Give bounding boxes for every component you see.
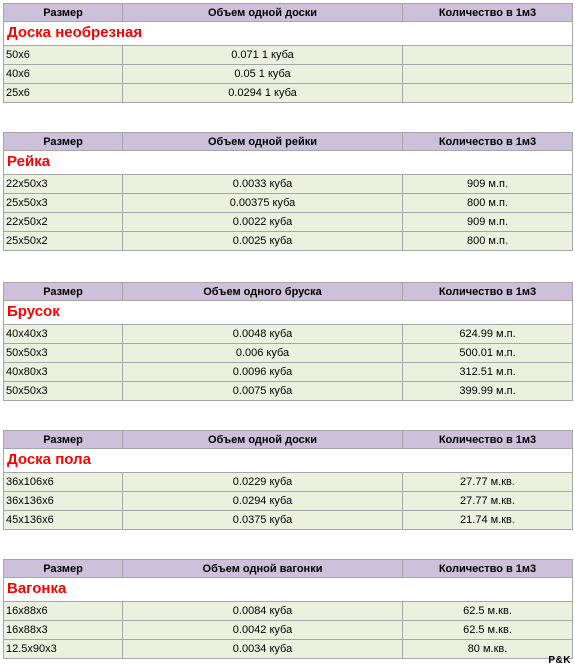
size-cell[interactable]: 50x50x3	[3, 344, 123, 363]
section-title[interactable]: Вагонка	[3, 578, 573, 602]
size-cell[interactable]: 25x50x3	[3, 194, 123, 213]
size-cell[interactable]: 25x50x2	[3, 232, 123, 251]
size-cell[interactable]: 16x88x6	[3, 602, 123, 621]
volume-cell[interactable]: 0.006 куба	[123, 344, 403, 363]
quantity-cell[interactable]	[403, 46, 573, 65]
header-volume[interactable]: Объем одной доски	[123, 430, 403, 449]
quantity-cell[interactable]: 27.77 м.кв.	[403, 492, 573, 511]
quantity-cell[interactable]: 800 м.п.	[403, 194, 573, 213]
table-row	[3, 363, 573, 382]
quantity-cell[interactable]: 909 м.п.	[403, 213, 573, 232]
volume-cell[interactable]: 0.0022 куба	[123, 213, 403, 232]
table-row	[3, 84, 573, 103]
volume-cell[interactable]: 0.0025 куба	[123, 232, 403, 251]
section-title[interactable]: Брусок	[3, 301, 573, 325]
header-volume[interactable]: Объем одной доски	[123, 3, 403, 22]
table-section	[3, 430, 573, 530]
table-row	[3, 213, 573, 232]
header-size[interactable]: Размер	[3, 282, 123, 301]
size-cell[interactable]: 50x50x3	[3, 382, 123, 401]
volume-cell[interactable]: 0.0084 куба	[123, 602, 403, 621]
volume-cell[interactable]: 0.071 1 куба	[123, 46, 403, 65]
volume-cell[interactable]: 0.0075 куба	[123, 382, 403, 401]
quantity-cell[interactable]: 80 м.кв.	[403, 640, 573, 659]
size-cell[interactable]: 40x40x3	[3, 325, 123, 344]
table-row	[3, 492, 573, 511]
section-title[interactable]: Доска необрезная	[3, 22, 573, 46]
quantity-cell[interactable]: 624.99 м.п.	[403, 325, 573, 344]
volume-cell[interactable]: 0.0033 куба	[123, 175, 403, 194]
volume-cell[interactable]: 0.0096 куба	[123, 363, 403, 382]
volume-cell[interactable]: 0.0042 куба	[123, 621, 403, 640]
quantity-cell[interactable]	[403, 84, 573, 103]
volume-cell[interactable]: 0.0034 куба	[123, 640, 403, 659]
header-row	[3, 282, 573, 301]
table-row	[3, 511, 573, 530]
table-row	[3, 602, 573, 621]
size-cell[interactable]: 12.5x90x3	[3, 640, 123, 659]
table-row	[3, 46, 573, 65]
table-section	[3, 3, 573, 103]
section-title[interactable]: Доска пола	[3, 449, 573, 473]
quantity-cell[interactable]: 21.74 м.кв.	[403, 511, 573, 530]
header-quantity[interactable]: Количество в 1м3	[403, 430, 573, 449]
table-row	[3, 640, 573, 659]
quantity-cell[interactable]: 909 м.п.	[403, 175, 573, 194]
quantity-cell[interactable]: 27.77 м.кв.	[403, 473, 573, 492]
volume-cell[interactable]: 0.00375 куба	[123, 194, 403, 213]
quantity-cell[interactable]	[403, 65, 573, 84]
table-row	[3, 473, 573, 492]
header-quantity[interactable]: Количество в 1м3	[403, 282, 573, 301]
header-size[interactable]: Размер	[3, 132, 123, 151]
table-row	[3, 621, 573, 640]
table-section	[3, 132, 573, 251]
header-size[interactable]: Размер	[3, 430, 123, 449]
table-section	[3, 559, 573, 659]
header-quantity[interactable]: Количество в 1м3	[403, 559, 573, 578]
quantity-cell[interactable]: 62.5 м.кв.	[403, 621, 573, 640]
size-cell[interactable]: 22x50x2	[3, 213, 123, 232]
header-volume[interactable]: Объем одного бруска	[123, 282, 403, 301]
header-size[interactable]: Размер	[3, 3, 123, 22]
quantity-cell[interactable]: 312.51 м.п.	[403, 363, 573, 382]
table-row	[3, 65, 573, 84]
header-row	[3, 3, 573, 22]
table-row	[3, 382, 573, 401]
quantity-cell[interactable]: 500.01 м.п.	[403, 344, 573, 363]
watermark-logo: P&K	[548, 655, 571, 666]
header-volume[interactable]: Объем одной вагонки	[123, 559, 403, 578]
section-title[interactable]: Рейка	[3, 151, 573, 175]
volume-cell[interactable]: 0.0294 куба	[123, 492, 403, 511]
size-cell[interactable]: 40x6	[3, 65, 123, 84]
size-cell[interactable]: 22x50x3	[3, 175, 123, 194]
size-cell[interactable]: 16x88x3	[3, 621, 123, 640]
table-row	[3, 325, 573, 344]
size-cell[interactable]: 50x6	[3, 46, 123, 65]
table-section	[3, 282, 573, 401]
header-size[interactable]: Размер	[3, 559, 123, 578]
volume-cell[interactable]: 0.0294 1 куба	[123, 84, 403, 103]
header-quantity[interactable]: Количество в 1м3	[403, 132, 573, 151]
table-row	[3, 175, 573, 194]
size-cell[interactable]: 25x6	[3, 84, 123, 103]
header-row	[3, 559, 573, 578]
size-cell[interactable]: 45x136x6	[3, 511, 123, 530]
header-quantity[interactable]: Количество в 1м3	[403, 3, 573, 22]
volume-cell[interactable]: 0.0375 куба	[123, 511, 403, 530]
quantity-cell[interactable]: 62.5 м.кв.	[403, 602, 573, 621]
header-volume[interactable]: Объем одной рейки	[123, 132, 403, 151]
size-cell[interactable]: 40x80x3	[3, 363, 123, 382]
size-cell[interactable]: 36x136x6	[3, 492, 123, 511]
quantity-cell[interactable]: 399.99 м.п.	[403, 382, 573, 401]
header-row	[3, 132, 573, 151]
table-row	[3, 194, 573, 213]
size-cell[interactable]: 36x106x6	[3, 473, 123, 492]
volume-cell[interactable]: 0.0048 куба	[123, 325, 403, 344]
volume-cell[interactable]: 0.0229 куба	[123, 473, 403, 492]
quantity-cell[interactable]: 800 м.п.	[403, 232, 573, 251]
table-row	[3, 232, 573, 251]
header-row	[3, 430, 573, 449]
volume-cell[interactable]: 0.05 1 куба	[123, 65, 403, 84]
table-row	[3, 344, 573, 363]
